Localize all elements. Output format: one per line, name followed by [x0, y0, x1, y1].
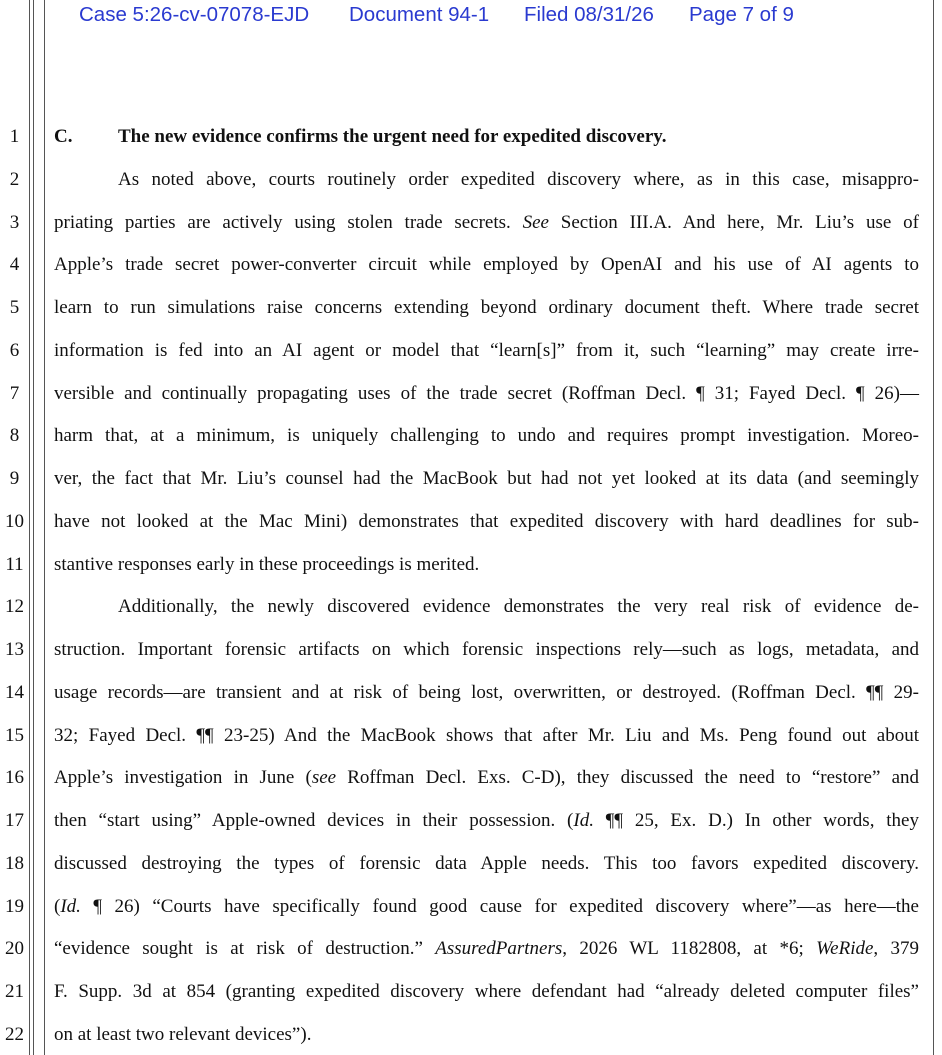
line-number: 10 — [5, 510, 24, 532]
line-number: 9 — [9, 468, 20, 489]
body-line: on at least two relevant devices”). — [54, 1023, 312, 1045]
page-number: Page 7 of 9 — [689, 3, 794, 26]
line-number: 19 — [5, 895, 24, 917]
body-line: Apple’s investigation in June (see Roffman Decl. Exs. C-D), they discussed the need to “restore” and — [54, 767, 920, 789]
body-line: Additionally, the newly discovered evidence demonstrates the very real risk of evidence de- — [118, 596, 919, 618]
line-number: 20 — [5, 938, 24, 960]
body-line: “evidence sought is at risk of destruction.” AssuredPartners, 2026 WL 1182808, at *6; WeRide, 379 — [54, 938, 920, 960]
line-number: 21 — [5, 981, 24, 1002]
document-number: Document 94-1 — [349, 3, 490, 26]
line-number: 3 — [9, 211, 20, 233]
case-number: Case 5:26-cv-07078-EJD — [79, 3, 310, 26]
line-number: 4 — [9, 254, 20, 276]
line-number: 13 — [5, 639, 24, 660]
body-line: stantive responses early in these proceedings is merited. — [54, 553, 480, 575]
body-line: struction. Important forensic artifacts on which forensic inspections rely—such as logs, metadata, and — [54, 639, 919, 660]
line-number: 12 — [5, 596, 24, 618]
filed-date: Filed 08/31/26 — [524, 3, 654, 26]
line-number: 8 — [9, 425, 20, 447]
body-line: then “start using” Apple-owned devices in their possession. (Id. ¶¶ 25, Ex. D.) In other words, they — [54, 810, 919, 831]
body-line: Apple’s trade secret power-converter circuit while employed by OpenAI and his use of AI agents to — [54, 254, 919, 276]
line-number: 17 — [5, 810, 24, 831]
body-line: (Id. ¶ 26) “Courts have specifically found good cause for expedited discovery where”—as here—the — [54, 895, 919, 917]
body-line: As noted above, courts routinely order expedited discovery where, as in this case, misappro- — [118, 168, 919, 190]
body-line: discussed destroying the types of forensic data Apple needs. This too favors expedited discovery. — [54, 852, 919, 874]
line-number: 7 — [9, 382, 20, 404]
body-line: information is fed into an AI agent or model that “learn[s]” from it, such “learning” may create irre- — [54, 339, 919, 361]
body-line: F. Supp. 3d at 854 (granting expedited discovery where defendant had “already deleted computer files” — [54, 981, 919, 1002]
section-letter: C. — [54, 126, 73, 147]
body-line: have not looked at the Mac Mini) demonstrates that expedited discovery with hard deadlines for sub- — [54, 510, 919, 532]
body-line: usage records—are transient and at risk of being lost, overwritten, or destroyed. (Roffman Decl. ¶¶ 29- — [54, 681, 919, 703]
section-title: The new evidence confirms the urgent need for expedited discovery. — [118, 126, 667, 147]
line-number: 22 — [5, 1023, 24, 1045]
line-number: 18 — [5, 852, 24, 874]
section-heading — [54, 126, 919, 148]
line-number: 16 — [5, 767, 24, 789]
margin-rule — [44, 0, 45, 1055]
body-line: versible and continually propagating uses of the trade secret (Roffman Decl. ¶ 31; Fayed Decl. ¶ 26)— — [54, 382, 919, 404]
line-number: 5 — [9, 297, 20, 318]
body-line: ver, the fact that Mr. Liu’s counsel had the MacBook but had not yet looked at its data (and seemingly — [54, 468, 919, 489]
body-line: 32; Fayed Decl. ¶¶ 23-25) And the MacBook shows that after Mr. Liu and Ms. Peng found out about — [54, 724, 919, 746]
line-number: 1 — [9, 126, 20, 147]
line-number: 14 — [5, 681, 24, 703]
body-line: harm that, at a minimum, is uniquely challenging to undo and requires prompt investigation. Moreo- — [54, 425, 919, 447]
margin-rule — [933, 0, 934, 1055]
line-number: 6 — [9, 339, 20, 361]
margin-rule — [33, 0, 34, 1055]
line-number: 2 — [9, 168, 20, 190]
body-line: learn to run simulations raise concerns extending beyond ordinary document theft. Where trade secret — [54, 297, 919, 318]
margin-rule — [29, 0, 30, 1055]
line-number: 11 — [5, 553, 24, 575]
body-line: priating parties are actively using stolen trade secrets. See Section III.A. And here, Mr. Liu’s use of — [54, 211, 919, 233]
line-number: 15 — [5, 724, 24, 746]
